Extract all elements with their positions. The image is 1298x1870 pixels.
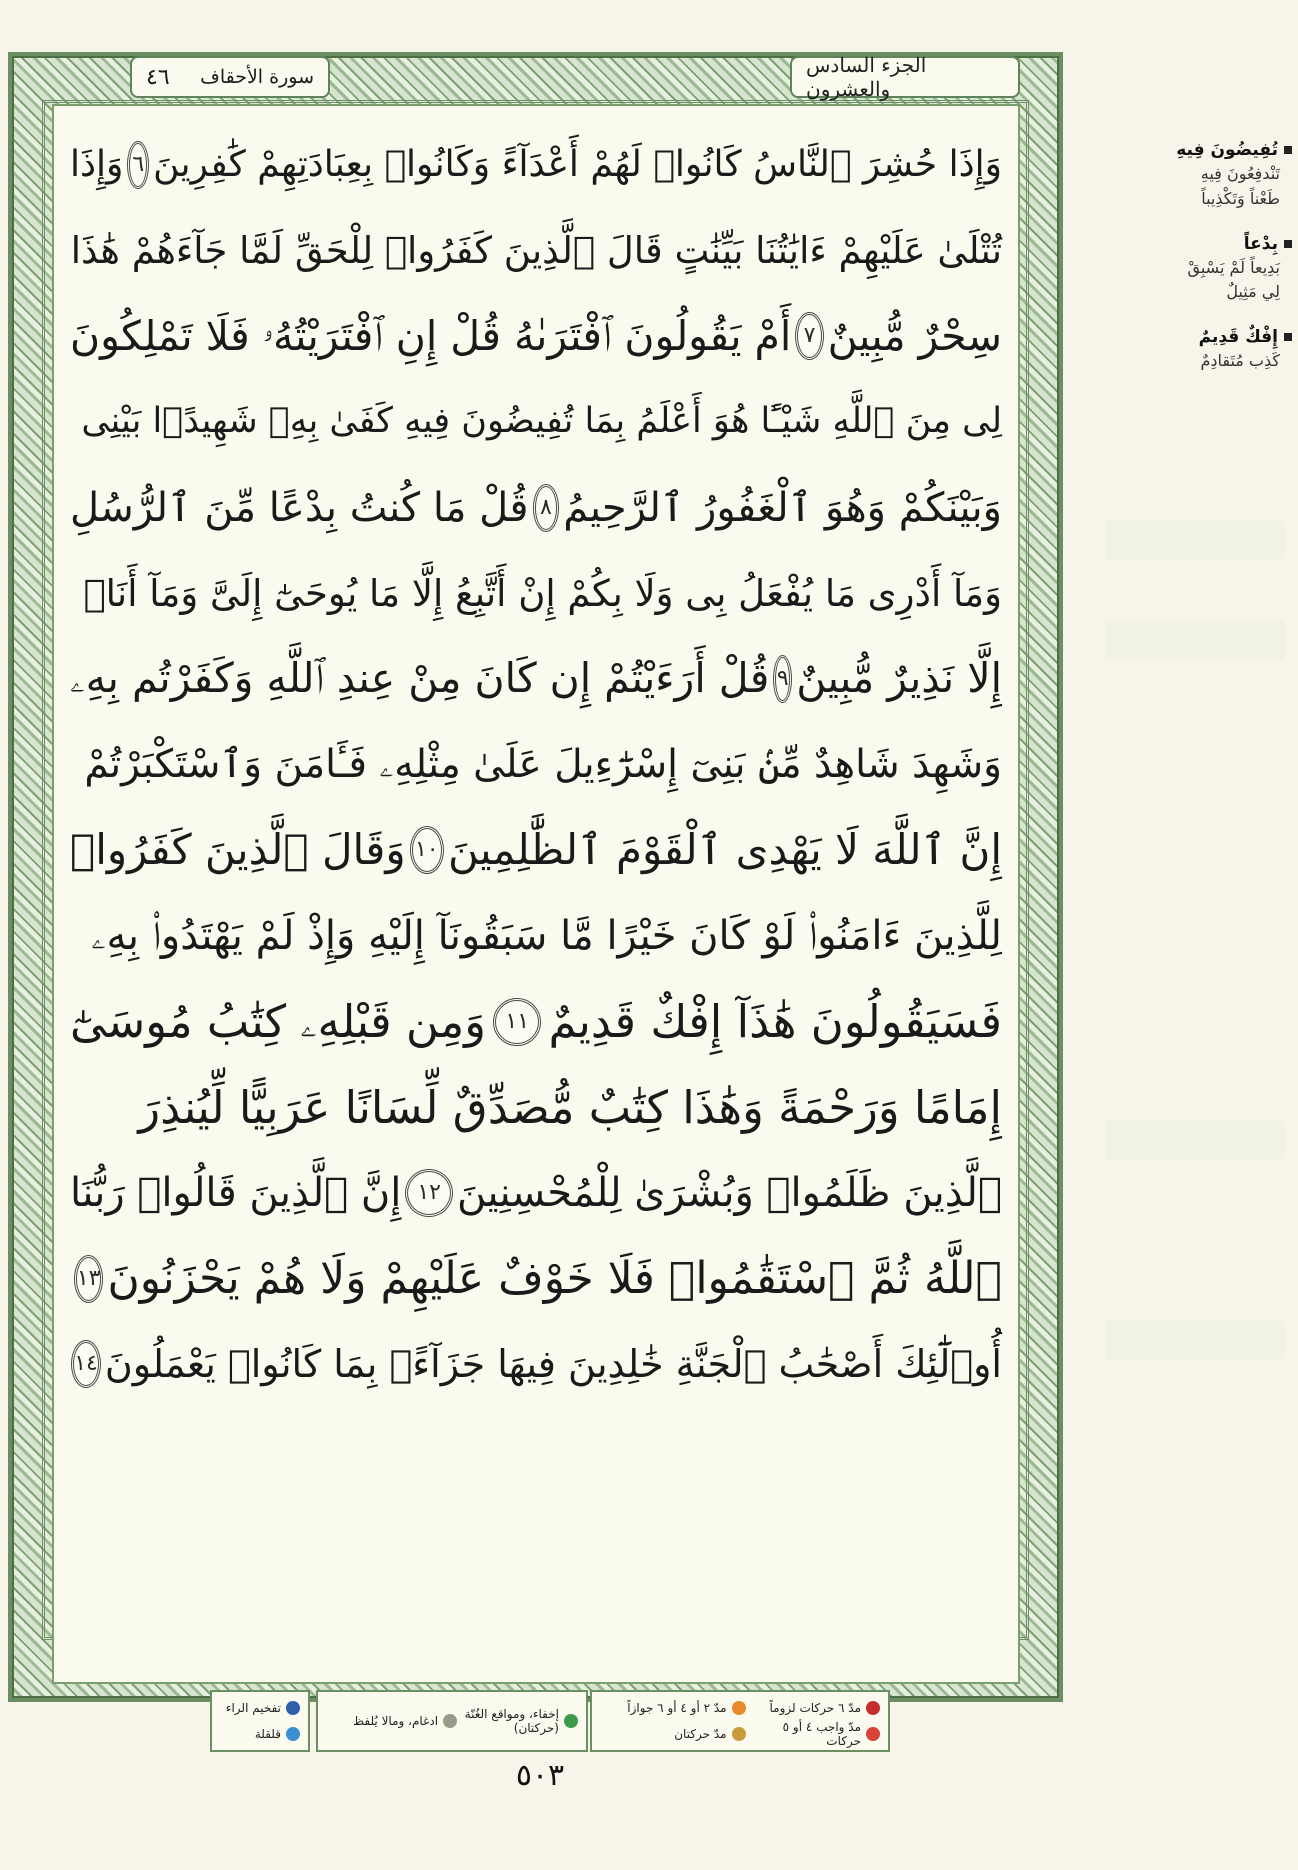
verse-line	[70, 636, 1002, 722]
verse-text: لِلَّذِينَ ءَامَنُوا۟ لَوْ كَانَ خَيْرًا مَّا سَبَقُونَآ إِلَيْهِ وَإِذْ لَمْ يَهْتَدُوا۟ بِهِۦ	[91, 913, 1002, 960]
verse-line	[70, 893, 1002, 979]
verse-text: قُلْ مَا كُنتُ بِدْعًا مِّنَ ٱلرُّسُلِ	[70, 484, 529, 531]
ayah-number-marker: ١٤	[71, 1340, 101, 1388]
verse-text: تُتْلَىٰ عَلَيْهِمْ ءَايَٰتُنَا بَيِّنَٰتٍ قَالَ ٱلَّذِينَ كَفَرُوا۟ لِلْحَقِّ لَمَّا جَآءَهُمْ هَٰذَا	[70, 229, 1002, 273]
verse-text: وَقَالَ ٱلَّذِينَ كَفَرُوا۟	[70, 825, 406, 875]
verse-line	[70, 379, 1002, 465]
juz-label: الجزء السادس والعشرون	[806, 53, 927, 101]
verse-text: سِحْرٌ مُّبِينٌ	[827, 311, 1002, 360]
verse-text: فَسَيَقُولُونَ هَٰذَآ إِفْكٌ قَدِيمٌ	[548, 995, 1002, 1049]
glossary-word: تُفِيضُونَ فِيهِ	[1108, 140, 1294, 160]
legend-label: مدّ حركتان	[674, 1727, 727, 1741]
glossary-word: إِفْكٌ قَدِيمٌ	[1108, 327, 1294, 347]
legend-label: مدّ واجب ٤ أو ٥ حركات	[782, 1720, 861, 1748]
color-dot-icon	[286, 1727, 300, 1741]
legend-entry	[746, 1721, 880, 1747]
verse-text: وَإِذَا	[70, 143, 124, 185]
glossary-definition-line: طَعْناً وَتَكْذِيباً	[1201, 188, 1280, 208]
legend-entry	[220, 1721, 300, 1747]
ayah-number-marker: ١٠	[410, 826, 444, 874]
faded-margin-mark	[1105, 1120, 1285, 1160]
verse-text: وَشَهِدَ شَاهِدٌ مِّنۢ بَنِىٓ إِسْرَٰٓءِيلَ عَلَىٰ مِثْلِهِۦ فَـَٔامَنَ وَٱسْتَكْبَرْتُمْ	[84, 742, 1002, 788]
color-dot-icon	[564, 1714, 578, 1728]
legend-entry	[457, 1708, 578, 1734]
glossary-definition-line: تَنْدفِعُونَ فِيهِ	[1200, 164, 1280, 183]
ayah-number-marker: ٧	[795, 312, 823, 360]
glossary-item	[1108, 327, 1294, 374]
legend-label: مدّ ٦ حركات لزوماً	[769, 1701, 861, 1715]
legend-label: تفخيم الراء	[225, 1701, 281, 1715]
verse-line	[70, 1065, 1002, 1151]
glossary-definition-line: كَذِب مُتَقادِمٌ	[1200, 351, 1280, 371]
legend-label: إخفاء، ومواقع الغُنّة (حركتان)	[464, 1707, 559, 1735]
legend-entry	[611, 1695, 745, 1721]
ayah-number-marker: ١١	[493, 998, 541, 1046]
ayah-number-marker: ٨	[533, 484, 560, 532]
verse-line	[70, 550, 1002, 636]
juz-header	[790, 53, 1020, 101]
legend-label: ادغام، ومالا يُلفظ	[353, 1714, 439, 1728]
legend-label: مدّ ٢ أو ٤ أو ٦ جوازاً	[627, 1701, 727, 1715]
legend-label: قلقلة	[254, 1727, 281, 1741]
color-dot-icon	[866, 1727, 880, 1741]
verse-text: لِى مِنَ ٱللَّهِ شَيْـًٔا هُوَ أَعْلَمُ بِمَا تُفِيضُونَ فِيهِ كَفَىٰ بِهِۦ شَهِيدًۢا بَيْنِى	[81, 401, 1002, 442]
glossary-item	[1108, 140, 1294, 212]
verse-line	[70, 208, 1002, 294]
legend-entry	[611, 1721, 745, 1747]
faded-margin-mark	[1105, 520, 1285, 560]
surah-page-number: ٤٦	[146, 64, 170, 90]
glossary-definition-line: بَدِيعاً لَمْ يَسْبِقْ	[1187, 257, 1280, 277]
ayah-number-marker: ١٢	[405, 1169, 453, 1217]
glossary-definition	[1108, 349, 1294, 374]
ayah-number-marker: ١٣	[74, 1255, 104, 1303]
legend-entry	[746, 1695, 880, 1721]
verse-text: إِنَّ ٱلَّذِينَ قَالُوا۟ رَبُّنَا	[70, 1170, 402, 1217]
verse-line	[70, 1322, 1002, 1408]
ayah-number-marker: ٩	[773, 655, 792, 703]
verse-text: إِنَّ ٱللَّهَ لَا يَهْدِى ٱلْقَوْمَ ٱلظَّٰلِمِينَ	[447, 825, 1002, 875]
surah-label: سورة الأحقاف	[200, 66, 314, 88]
verse-text: وَإِذَا حُشِرَ ٱلنَّاسُ كَانُوا۟ لَهُمْ أَعْدَآءً وَكَانُوا۟ بِعِبَادَتِهِمْ كَٰفِرِينَ	[153, 143, 1002, 185]
verse-line	[70, 808, 1002, 894]
glossary-word: بِدْعاً	[1108, 234, 1294, 254]
glossary-definition-line: لِي مَثِيلٌ	[1226, 282, 1280, 302]
verse-line	[70, 1150, 1002, 1236]
color-dot-icon	[732, 1701, 746, 1715]
verse-text: إِلَّا نَذِيرٌ مُّبِينٌ	[796, 654, 1002, 703]
verse-line	[70, 293, 1002, 379]
color-dot-icon	[732, 1727, 746, 1741]
ayah-number-marker: ٦	[127, 141, 149, 189]
margin-glossary	[1108, 140, 1294, 396]
verse-text: أُو۟لَٰٓئِكَ أَصْحَٰبُ ٱلْجَنَّةِ خَٰلِدِينَ فِيهَا جَزَآءًۢ بِمَا كَانُوا۟ يَعْمَلُونَ	[104, 1342, 1002, 1387]
page-number: ٥٠٣	[515, 1758, 565, 1793]
verse-text: وَمَآ أَدْرِى مَا يُفْعَلُ بِى وَلَا بِكُمْ إِنْ أَتَّبِعُ إِلَّا مَا يُوحَىٰٓ إِلَىَّ وَمَآ أَنَا۠	[83, 571, 1002, 615]
verse-line	[70, 979, 1002, 1065]
verse-text: إِمَامًا وَرَحْمَةً وَهَٰذَا كِتَٰبٌ مُّصَدِّقٌ لِّسَانًا عَرَبِيًّا لِّيُنذِرَ	[138, 1080, 1002, 1134]
verse-text: أَمْ يَقُولُونَ ٱفْتَرَىٰهُ قُلْ إِنِ ٱفْتَرَيْتُهُۥ فَلَا تَمْلِكُونَ	[70, 311, 792, 360]
tajweed-legend-madd	[590, 1690, 890, 1752]
verse-text: وَمِن قَبْلِهِۦ كِتَٰبُ مُوسَىٰٓ	[70, 995, 486, 1049]
verse-line	[70, 1236, 1002, 1322]
verse-text: ٱللَّهُ ثُمَّ ٱسْتَقَٰمُوا۟ فَلَا خَوْفٌ عَلَيْهِمْ وَلَا هُمْ يَحْزَنُونَ	[107, 1252, 1002, 1304]
glossary-definition	[1108, 256, 1294, 306]
faded-margin-mark	[1105, 620, 1285, 660]
verse-line	[70, 122, 1002, 208]
tajweed-legend-ghunna	[316, 1690, 588, 1752]
faded-margin-mark	[1105, 1320, 1285, 1360]
legend-entry	[220, 1695, 300, 1721]
verse-text: وَبَيْنَكُمْ وَهُوَ ٱلْغَفُورُ ٱلرَّحِيمُ	[563, 484, 1002, 531]
legend-entry	[336, 1708, 457, 1734]
verse-line	[70, 465, 1002, 551]
color-dot-icon	[286, 1701, 300, 1715]
glossary-definition	[1108, 162, 1294, 212]
verses-block	[70, 122, 1002, 1407]
color-dot-icon	[866, 1701, 880, 1715]
surah-header	[130, 56, 330, 98]
verse-text: قُلْ أَرَءَيْتُمْ إِن كَانَ مِنْ عِندِ ٱللَّهِ وَكَفَرْتُم بِهِۦ	[70, 654, 770, 703]
tajweed-legend-other	[210, 1690, 310, 1752]
verse-line	[70, 722, 1002, 808]
glossary-item	[1108, 234, 1294, 306]
verse-text: ٱلَّذِينَ ظَلَمُوا۟ وَبُشْرَىٰ لِلْمُحْسِنِينَ	[456, 1170, 1002, 1217]
color-dot-icon	[443, 1714, 457, 1728]
